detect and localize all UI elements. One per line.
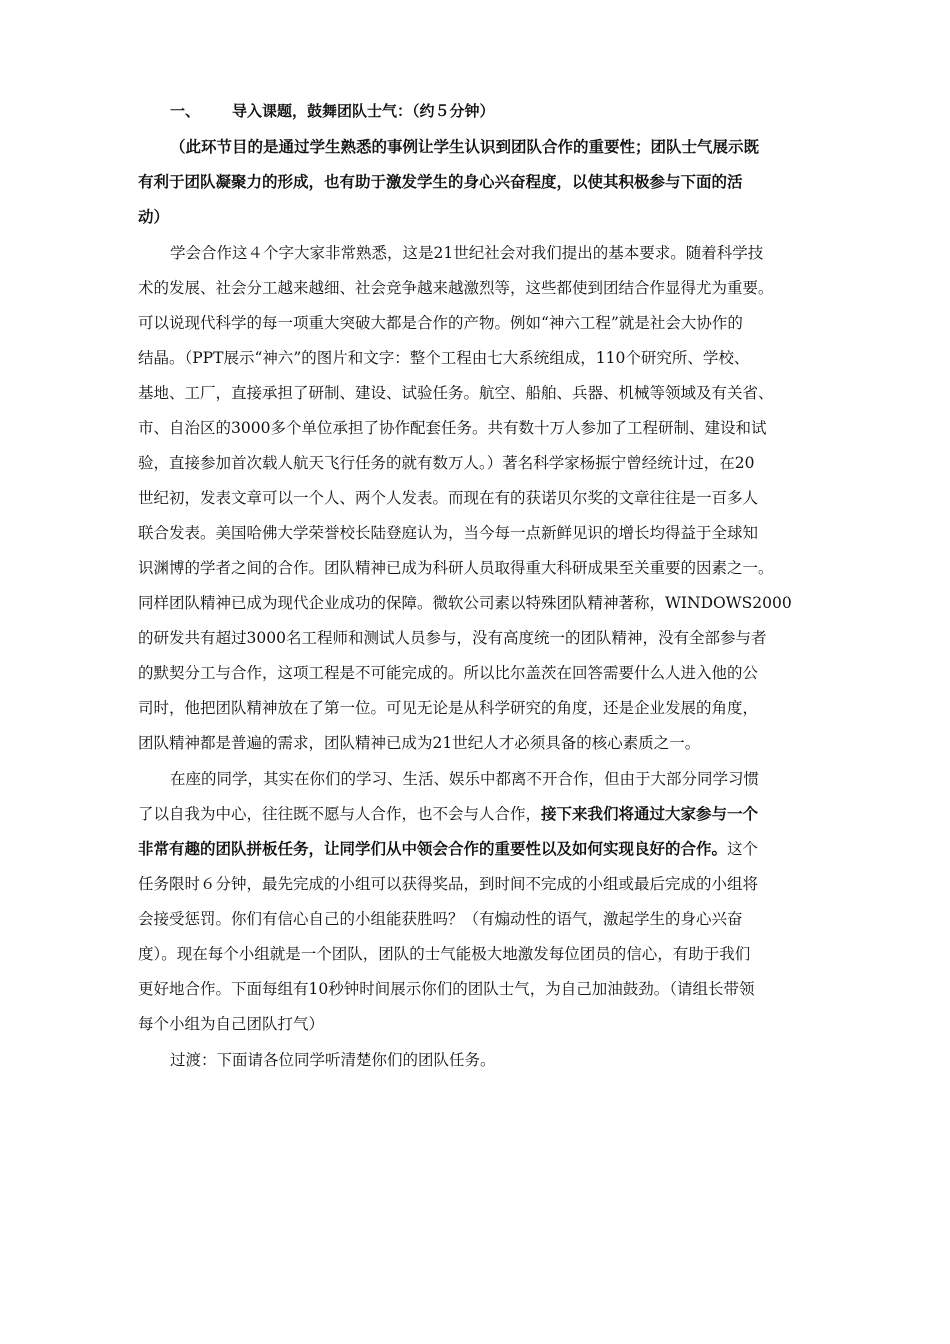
section-title: 导入课题，鼓舞团队士气：（约５分钟） [232,102,495,120]
paragraph-line: 学会合作这４个字大家非常熟悉，这是21世纪社会对我们提出的基本要求。随着科学技 [170,244,764,262]
paragraph-line: 市、自治区的3000多个单位承担了协作配套任务。共有数十万人参加了工程研制、建设和试 [138,419,767,437]
paragraph-line: 任务限时６分钟，最先完成的小组可以获得奖品，到时间不完成的小组或最后完成的小组将 [138,875,759,893]
paragraph-line: 会接受惩罚。你们有信心自己的小组能获胜吗？（有煽动性的语气，激起学生的身心兴奋 [138,910,743,928]
plain-text: 这个 [727,840,759,858]
note-line: （此环节目的是通过学生熟悉的事例让学生认识到团队合作的重要性；团队士气展示既 [170,138,760,156]
paragraph-line: 术的发展、社会分工越来越细、社会竞争越来越激烈等，这些都使到团结合作显得尤为重要。 [138,279,774,297]
paragraph-line: 度）。现在每个小组就是一个团队，团队的士气能极大地激发每位团员的信心，有助于我们 [138,945,751,963]
paragraph-line: 验，直接参加首次载人航天飞行任务的就有数万人。）著名科学家杨振宁曾经统计过，在20 [138,454,755,472]
paragraph-line: 每个小组为自己团队打气） [138,1015,325,1033]
paragraph-line: 团队精神都是普遍的需求，团队精神已成为21世纪人才必须具备的核心素质之一。 [138,734,701,752]
note-line: 有利于团队凝聚力的形成，也有助于激发学生的身心兴奋程度，以使其积极参与下面的活 [138,173,743,191]
paragraph-line: 世纪初，发表文章可以一个人、两个人发表。而现在有的获诺贝尔奖的文章往往是一百多人 [138,489,759,507]
plain-text: 了以自我为中心，往往既不愿与人合作，也不会与人合作， [138,805,542,823]
section-heading [170,98,495,124]
paragraph-line: 识渊博的学者之间的合作。团队精神已成为科研人员取得重大科研成果至关重要的因素之一。 [138,559,774,577]
paragraph-line [138,799,828,829]
emphasis-text: 接下来我们将通过大家参与一个 [541,805,759,823]
emphasis-text: 非常有趣的团队拼板任务，让同学们从中领会合作的重要性以及如何实现良好的合作。 [138,840,728,858]
paragraph-line: 联合发表。美国哈佛大学荣誉校长陆登庭认为，当今每一点新鲜见识的增长均得益于全球知 [138,524,759,542]
paragraph-line: 更好地合作。下面每组有10秒钟时间展示你们的团队士气，为自己加油鼓劲。（请组长带领 [138,980,755,998]
paragraph-line: 的研发共有超过3000名工程师和测试人员参与，没有高度统一的团队精神，没有全部参与者 [138,629,767,647]
paragraph-line: 司时，他把团队精神放在了第一位。可见无论是从科学研究的角度，还是企业发展的角度， [138,699,759,717]
section-number: 一、 [170,102,201,120]
paragraph-line: 的默契分工与合作，这项工程是不可能完成的。所以比尔盖茨在回答需要什么人进入他的公 [138,664,759,682]
paragraph-line: 在座的同学，其实在你们的学习、生活、娱乐中都离不开合作，但由于大部分同学习惯 [170,770,760,788]
paragraph-line: 同样团队精神已成为现代企业成功的保障。微软公司素以特殊团队精神著称，WINDOWS2000 [138,594,792,612]
note-line: 动） [138,208,170,226]
paragraph-line [138,834,828,864]
paragraph-line: 结晶。（PPT展示“神六”的图片和文字：整个工程由七大系统组成，110个研究所、学校、 [138,349,750,367]
transition-line: 过渡：下面请各位同学听清楚你们的团队任务。 [170,1051,496,1069]
paragraph-line: 基地、工厂，直接承担了研制、建设、试验任务。航空、船舶、兵器、机械等领域及有关省、 [138,384,774,402]
paragraph-line: 可以说现代科学的每一项重大突破大都是合作的产物。例如“神六工程”就是社会大协作的 [138,314,743,332]
